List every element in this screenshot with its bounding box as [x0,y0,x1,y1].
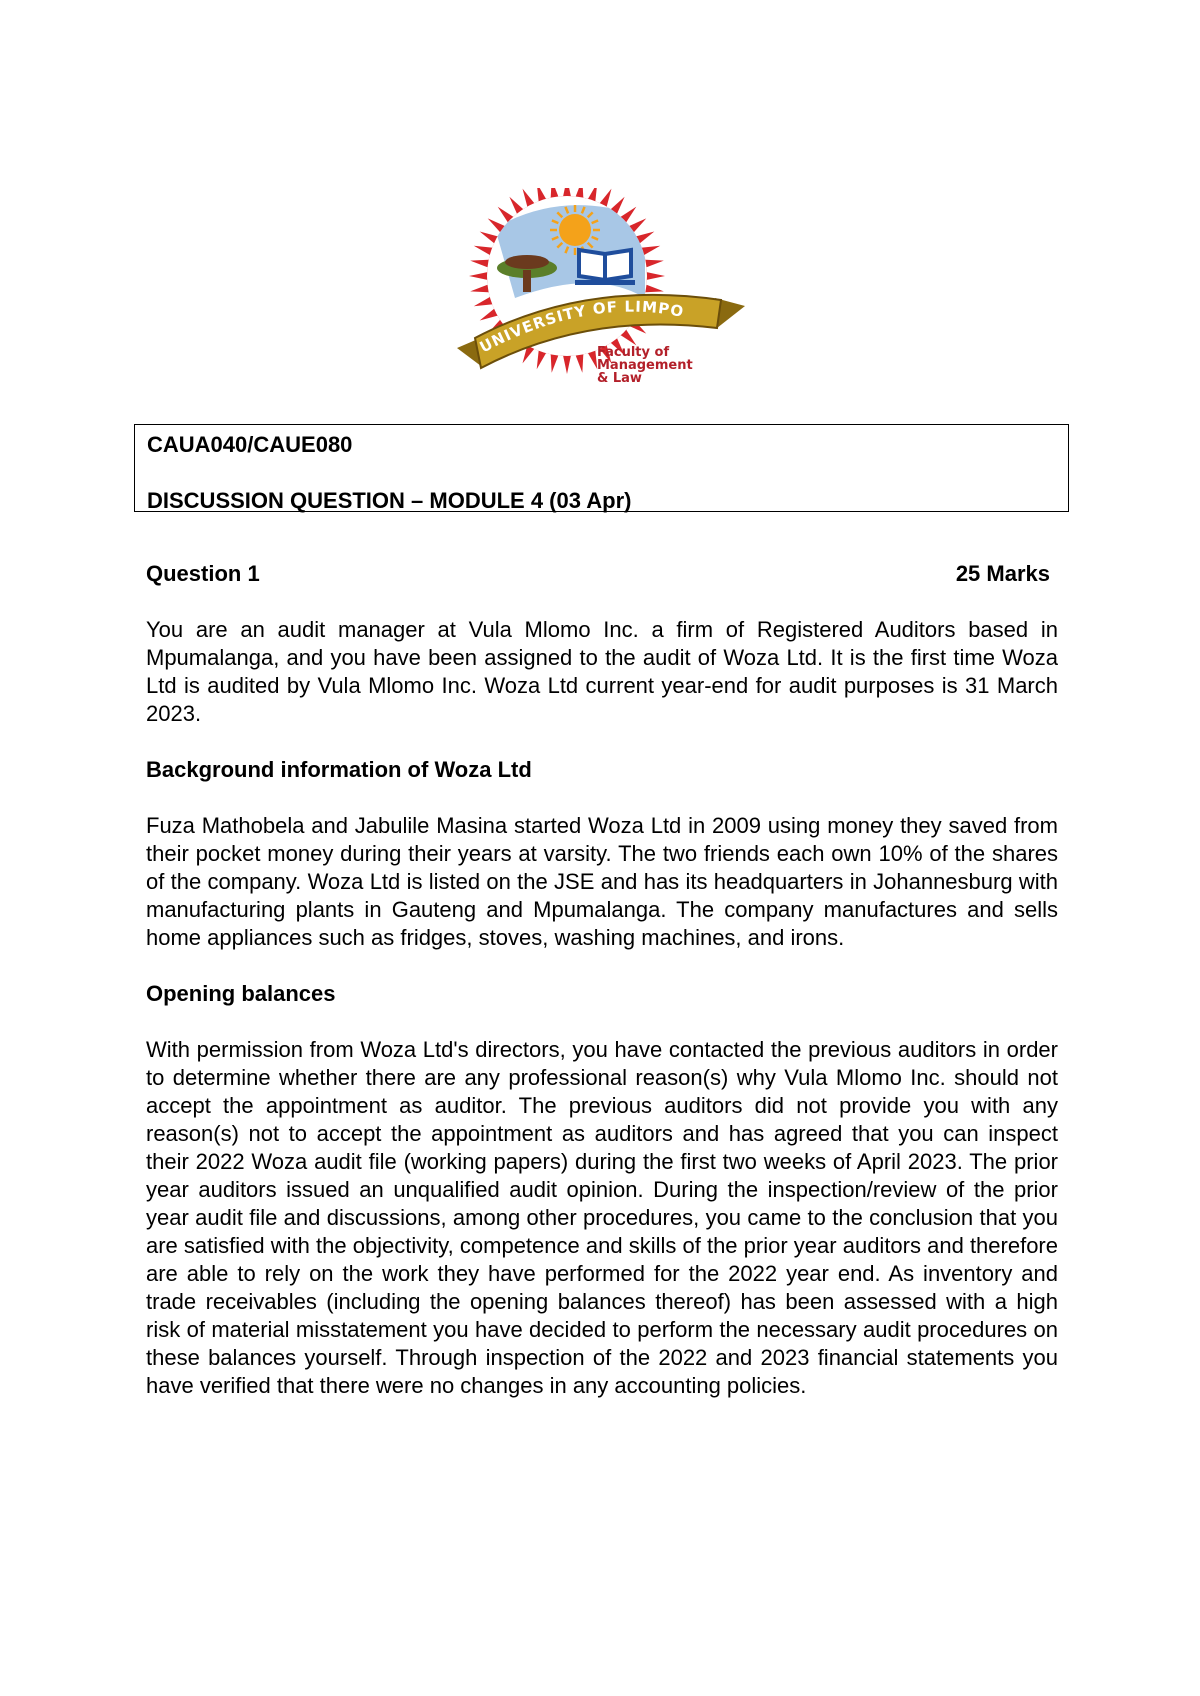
section-body-opening-balances: With permission from Woza Ltd's directors, you have contacted the previous auditors in order to determine whether there are any professional reason(s) why Vula Mlomo Inc. should not accept the appointment as auditor. The previous auditors did not provide you with any reason(s) not to accept the appointment as auditors and has agreed that you can inspect their 2022 Woza audit file (working papers) during the first two weeks of April 2023. The prior year auditors issued an unqualified audit opinion. During the inspection/review of the prior year audit file and discussions, among other procedures, you came to the conclusion that you are satisfied with the objectivity, competence and skills of the prior year auditors and therefore are able to rely on the work they have performed for the 2022 year end. As inventory and trade receivables (including the opening balances thereof) has been assessed with a high risk of material misstatement you have decided to perform the necessary audit procedures on these balances yourself. Through inspection of the 2022 and 2023 financial statements you have verified that there were no changes in any accounting policies. [146,1037,1058,1398]
university-logo [455,188,745,393]
document-body [146,560,1058,1400]
logo-faculty-line-3: & Law [597,371,642,386]
section-body-background: Fuza Mathobela and Jabulile Masina started Woza Ltd in 2009 using money they saved from their pocket money during their years at varsity. The two friends each own 10% of the shares of the company. Woza Ltd is listed on the JSE and has its headquarters in Johannesburg with manufacturing plants in Gauteng and Mpumalanga. The company manufactures and sells home appliances such as fridges, stoves, washing machines, and irons. [146,813,1058,950]
question-marks: 25 Marks [955,561,1050,586]
course-code: CAUA040/CAUE080 [147,432,353,457]
question-intro-paragraph: You are an audit manager at Vula Mlomo Inc. a firm of Registered Auditors based in Mpumalanga, and you have been assigned to the audit of Woza Ltd. It is the first time Woza Ltd is audited by Vula Mlomo Inc. Woza Ltd current year-end for audit purposes is 31 March 2023. [146,617,1058,726]
question-header [146,560,1058,588]
document-title: DISCUSSION QUESTION – MODULE 4 (03 Apr) [147,488,632,513]
course-header-box [134,424,1069,512]
logo-faculty-line-1: Faculty of [597,345,670,360]
logo-faculty-line-2: Management [597,358,693,373]
question-label: Question 1 [146,561,260,586]
section-heading-background: Background information of Woza Ltd [146,757,532,782]
seal-ray [469,272,489,281]
seal-ray [563,354,572,374]
section-heading-opening-balances: Opening balances [146,981,336,1006]
university-seal-icon [455,188,745,393]
logo-university-name: UNIVERSITY OF LIMPO [476,297,686,357]
seal-ray [645,272,665,281]
